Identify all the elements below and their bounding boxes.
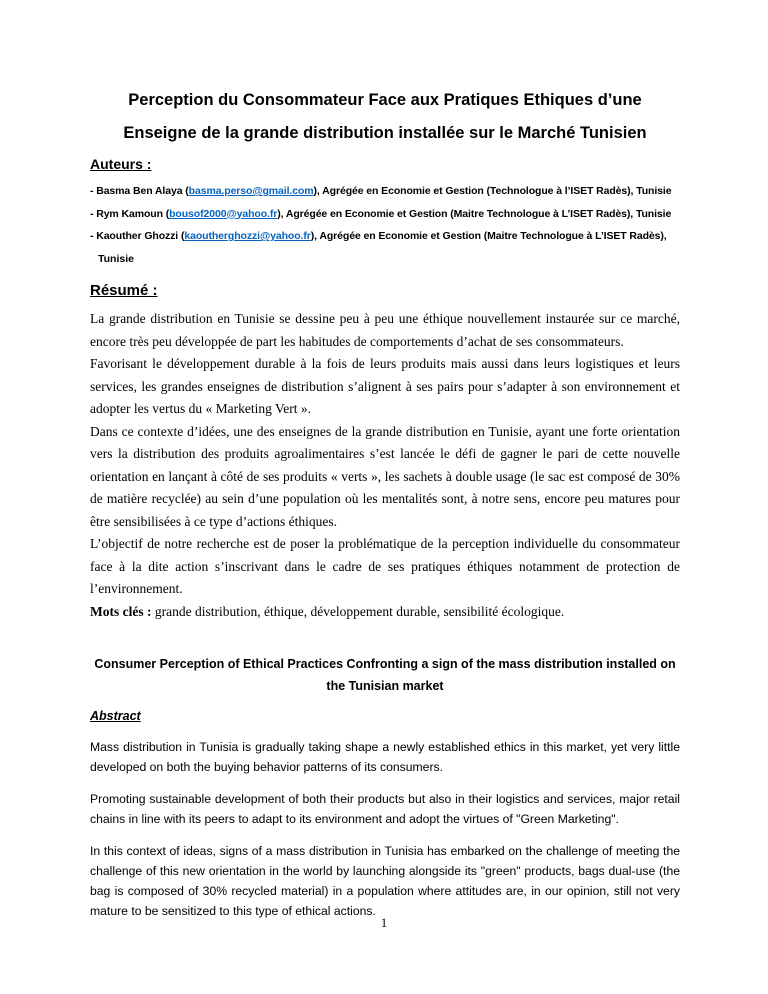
author-email-link[interactable]: basma.perso@gmail.com <box>188 185 314 197</box>
resume-paragraph: Favorisant le développement durable à la fois de leurs produits mais aussi dans leurs logistiques et leurs services, les grandes enseignes de distribution s’alignent à ses pairs pour s’adapter à son environnement et adopter les vertus du « Marketing Vert ». <box>90 356 680 416</box>
abstract-paragraph: Mass distribution in Tunisia is gradually taking shape a newly established ethics in this market, yet very little developed on both the buying behavior patterns of its consumers. <box>90 740 680 774</box>
abstract-paragraph: Promoting sustainable development of both their products but also in their logistics and services, major retail chains in line with its peers to adapt to its environment and adopt the virtues of "Green Marketing". <box>90 792 680 826</box>
abstract-body <box>90 737 680 921</box>
paper-title-fr-line1: Perception du Consommateur Face aux Pratiques Ethiques d’une <box>128 91 642 109</box>
author-name-affiliation: - Rym Kamoun ( <box>90 207 170 220</box>
paper-title-en: Consumer Perception of Ethical Practices Confronting a sign of the mass distribution installed on the Tunisian market <box>94 657 676 693</box>
page-number: 1 <box>380 916 388 930</box>
authors-heading: Auteurs : <box>90 156 152 172</box>
resume-body <box>90 308 680 623</box>
author-line <box>90 225 680 248</box>
paper-title-fr <box>90 84 680 150</box>
resume-heading: Résumé : <box>90 282 158 299</box>
author-line-continuation: Tunisie <box>98 252 134 265</box>
authors-list <box>90 180 680 270</box>
resume-paragraph: La grande distribution en Tunisie se dessine peu à peu une éthique nouvellement instaurée sur ce marché, encore très peu développée de part les habitudes de comportements d’achat de ses consommateurs. <box>90 311 680 349</box>
keywords-label: Mots clés : <box>90 603 152 619</box>
author-affiliation: ), Agrégée en Economie et Gestion (Technologue à l’ISET Radès), Tunisie <box>313 185 672 197</box>
author-line <box>90 180 680 203</box>
author-name-affiliation: - Kaouther Ghozzi ( <box>90 230 185 242</box>
author-email-link[interactable]: bousof2000@yahoo.fr <box>169 207 278 220</box>
resume-paragraph: Dans ce contexte d’idées, une des enseignes de la grande distribution en Tunisie, ayant une forte orientation vers la distribution des produits agroalimentaires s’est lancée le défi de gagner le pari de cette nouvelle orientation en lançant à côté de ses produits « verts », les sachets à double usage (le sac est composé de 30% de matière recyclée) au sein d’une population où les mentalités sont, à notre sens, encore peu matures pour être sensibilisées à ce type d’actions éthiques. <box>90 423 680 529</box>
keywords-text: grande distribution, éthique, développement durable, sensibilité écologique. <box>151 603 565 619</box>
author-affiliation: ), Agrégée en Economie et Gestion (Maitre Technologue à L’ISET Radès), <box>310 230 667 242</box>
abstract-heading: Abstract <box>90 709 141 723</box>
paper-title-fr-line2: Enseigne de la grande distribution installée sur le Marché Tunisien <box>123 124 647 142</box>
keywords-line <box>90 601 680 624</box>
abstract-paragraph: In this context of ideas, signs of a mass distribution in Tunisia has embarked on the challenge of meeting the challenge of this new orientation in the world by launching alongside its "green" products, bags dual-use (the bag is composed of 30% recycled material) in a population where attitudes are, in our opinion, still not very mature to be sensitized to this type of ethical actions. <box>90 844 680 918</box>
author-name-affiliation: - Basma Ben Alaya ( <box>90 185 189 197</box>
author-line <box>90 203 680 226</box>
author-email-link[interactable]: kaoutherghozzi@yahoo.fr <box>184 230 311 242</box>
author-affiliation: ), Agrégée en Economie et Gestion (Maitre Technologue à L’ISET Radès), Tunisie <box>277 207 672 220</box>
resume-paragraph: L’objectif de notre recherche est de poser la problématique de la perception individuelle du consommateur face à la dite action s’inscrivant dans le cadre de ses pratiques éthiques notamment de protection de l’environnement. <box>90 536 680 596</box>
